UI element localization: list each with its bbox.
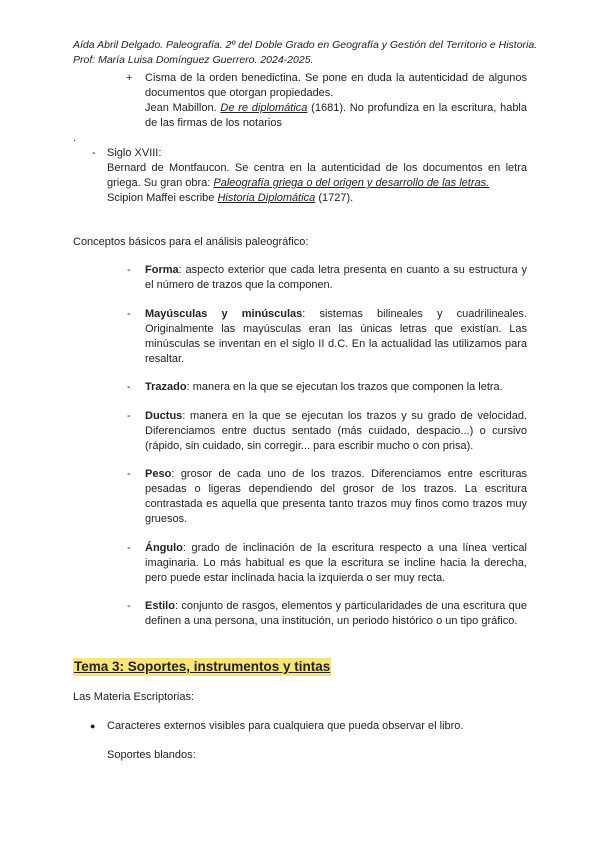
- concept-term: Mayúsculas y minúsculas: [145, 308, 303, 320]
- concept-definition: : manera en la que se ejecutan los trazos y su grado de velocidad. Diferenciamos entre ductus sentado (más cuidado, despacio...) o cursivo (rápido, sin cuidado, sin corregir... para escribir mucho o con prisa).: [145, 410, 527, 452]
- concept-definition: : grado de inclinación de la escritura respecto a una línea vertical imaginaria. Lo más habitual es que la escritura se incline hacia la derecha, pero puede estar inclinada hacia la izquierda o ser muy recta.: [145, 542, 527, 584]
- concept-estilo: [145, 599, 527, 629]
- dash-bullet-marker: -: [127, 410, 131, 422]
- dash-bullet-marker: -: [127, 468, 131, 480]
- montfaucon-text: [107, 161, 527, 191]
- round-bullet-marker: ●: [90, 721, 96, 731]
- dash-bullet-marker: -: [127, 381, 131, 393]
- concept-term: Forma: [145, 264, 179, 276]
- siglo-heading: Siglo XVIII:: [107, 147, 162, 159]
- siglo-xviii-item: [107, 146, 527, 206]
- stray-dot: .: [73, 132, 77, 144]
- cisma-item: [145, 71, 527, 131]
- mabillon-author: Jean Mabillon.: [145, 102, 221, 114]
- maffei-line: [107, 191, 527, 206]
- concept-mayusculas: [145, 307, 527, 367]
- concept-definition: : aspecto exterior que cada letra presenta en cuanto a su estructura y el número de trazos que la componen.: [145, 264, 527, 291]
- document-header: [73, 38, 543, 68]
- concept-term: Ángulo: [145, 542, 183, 554]
- soportes-blandos: Soportes blandos:: [107, 749, 196, 761]
- concept-angulo: [145, 541, 527, 586]
- tema3-heading: Tema 3: Soportes, instrumentos y tintas: [74, 659, 331, 674]
- dash-bullet-marker: -: [127, 264, 131, 276]
- concept-definition: : manera en la que se ejecutan los trazos que componen la letra.: [186, 381, 503, 393]
- mabillon-note: (1681). No profundiza en la escritura, habla de las firmas de los notarios: [145, 102, 527, 129]
- mabillon-line: [145, 101, 527, 131]
- concept-ductus: [145, 409, 527, 454]
- cisma-text: Cisma de la orden benedictina. Se pone en duda la autenticidad de algunos documentos que otorgan propiedades.: [145, 72, 527, 99]
- dash-bullet-marker: -: [127, 600, 131, 612]
- maffei-title: Historia Diplomática: [217, 192, 316, 204]
- concept-definition: : sistemas bilineales y cuadrilineales. Originalmente las mayúsculas eran las únicas letras que existían. Las minúsculas se inventan en el siglo II d.C. En la actualidad las utilizamos para resaltar.: [145, 308, 527, 365]
- montfaucon-desc: Bernard de Montfaucon. Se centra en la autenticidad de los documentos en letra griega. Su gran obra:: [107, 162, 527, 189]
- concept-term: Trazado: [145, 381, 187, 393]
- conceptos-intro: Conceptos básicos para el análisis paleográfico:: [73, 236, 309, 248]
- caracteres-externos-item: Caracteres externos visibles para cualquiera que pueda observar el libro.: [107, 720, 464, 732]
- concept-definition: : grosor de cada uno de los trazos. Diferenciamos entre escrituras pesadas o ligeras dependiendo del grosor de los trazos. La escritura contrastada es aquella que presenta tanto trazos muy finos como trazos muy gruesos.: [145, 468, 527, 525]
- concept-peso: [145, 467, 527, 527]
- concept-definition: : conjunto de rasgos, elementos y particularidades de una escritura que definen a una persona, una institución, un periodo histórico o un tipo gráfico.: [145, 600, 527, 627]
- dash-bullet-marker: -: [92, 147, 96, 159]
- concept-term: Peso: [145, 468, 172, 480]
- dash-bullet-marker: -: [127, 308, 131, 320]
- concept-forma: [145, 263, 527, 293]
- maffei-author: Scipion Maffei escribe: [107, 192, 218, 204]
- header-line-1: Aída Abril Delgado. Paleografía. 2º del Doble Grado en Geografía y Gestión del Territorio e Historia.: [73, 39, 538, 51]
- plus-bullet-marker: +: [126, 72, 133, 84]
- concept-term: Estilo: [145, 600, 175, 612]
- materia-intro: Las Materia Escriptorias:: [73, 691, 195, 703]
- header-line-2: Prof: María Luisa Domínguez Guerrero. 2024-2025.: [73, 54, 314, 66]
- concept-trazado: [145, 380, 527, 395]
- mabillon-title: De re diplomática: [220, 102, 308, 114]
- concept-term: Ductus: [145, 410, 183, 422]
- dash-bullet-marker: -: [127, 542, 131, 554]
- maffei-year: (1727).: [315, 192, 354, 204]
- montfaucon-title: Paleografía griega o del origen y desarrollo de las letras.: [213, 177, 490, 189]
